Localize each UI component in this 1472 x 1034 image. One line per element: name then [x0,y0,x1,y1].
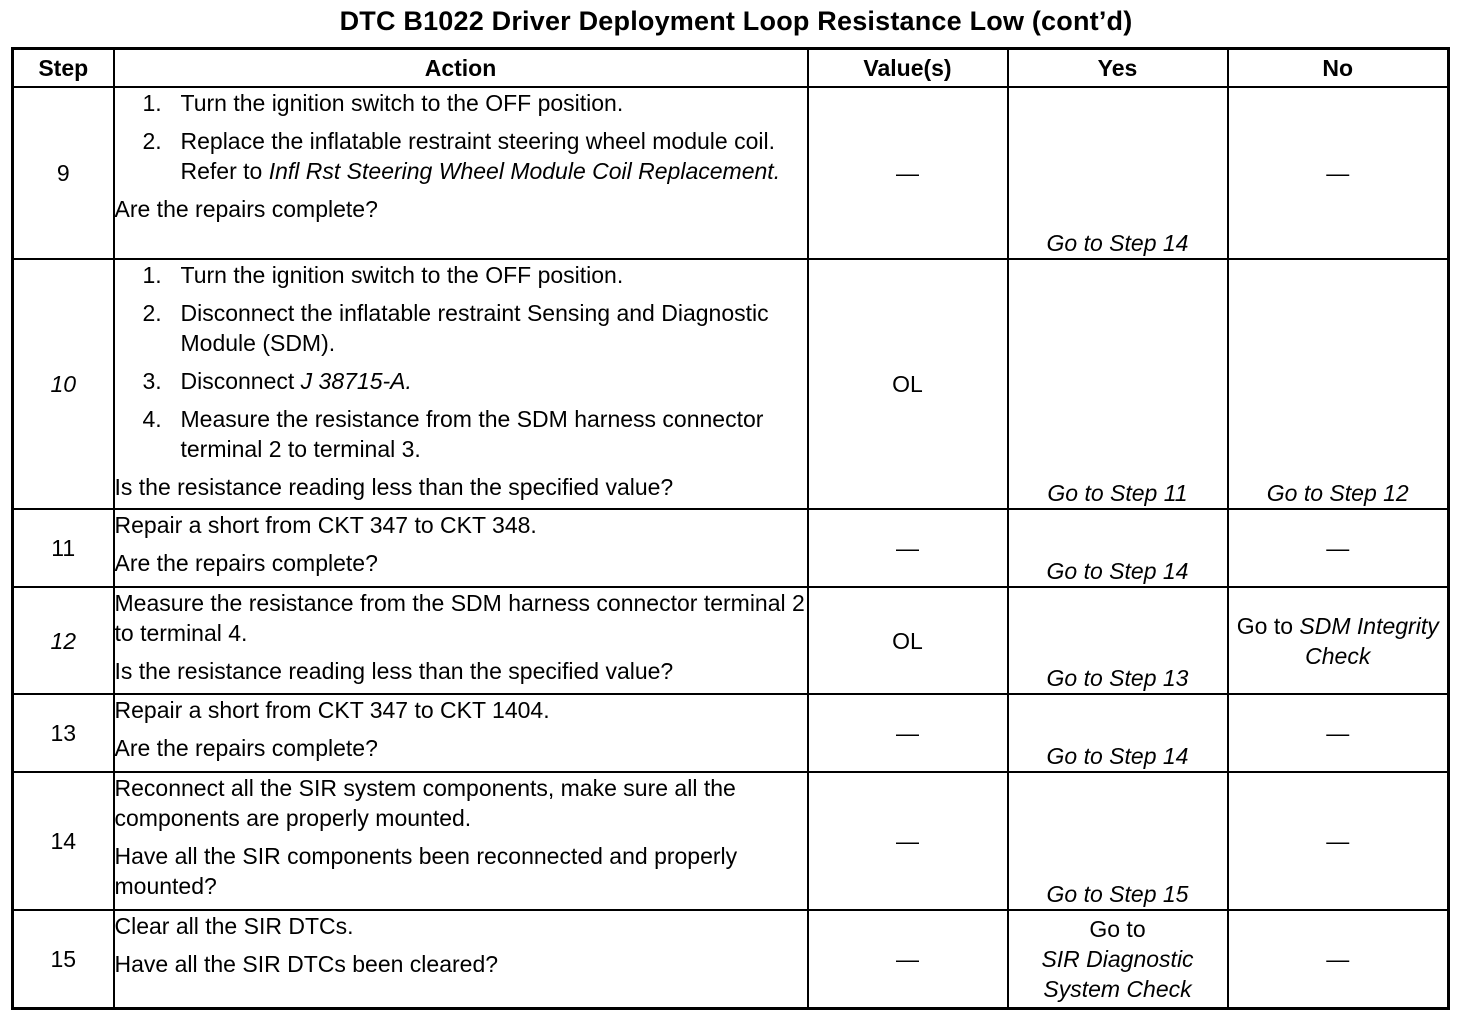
yes-link[interactable]: Go to Step 14 [1008,694,1228,772]
step-item-text: Disconnect [180,368,301,394]
yes-link[interactable]: Go to Step 13 [1008,587,1228,694]
step-number: 14 [13,772,114,910]
step-item-text: Disconnect the inflatable restraint Sensing and Diagnostic Module (SDM). [180,300,769,356]
value-cell: OL [808,259,1008,509]
step-item-number: 3. [142,368,162,394]
no-cell: — [1228,910,1449,1008]
step-item-number: 2. [142,128,162,154]
step-item-number: 1. [142,90,162,116]
action-cell [114,910,808,1008]
step-item-text: Turn the ignition switch to the OFF position. [180,90,624,116]
page-title: DTC B1022 Driver Deployment Loop Resistance Low (cont’d) [339,6,1133,36]
no-cell: — [1228,694,1449,772]
no-cell: — [1228,772,1449,910]
action-step [115,298,807,358]
action-text: Repair a short from CKT 347 to CKT 1404. [114,697,550,723]
no-prefix: Go to [1236,612,1300,639]
yes-prefix: Go to [1089,915,1146,942]
step-item-text: Turn the ignition switch to the OFF position. [180,262,624,288]
header-yes: Yes [1008,49,1228,88]
yes-link[interactable]: Go to Step 11 [1008,259,1228,509]
procedure-reference-link[interactable]: Infl Rst Steering Wheel Module Coil Replacement [268,158,774,184]
step-number: 10 [13,259,114,509]
no-link[interactable]: Go to Step 12 [1228,259,1449,509]
action-text: Measure the resistance from the SDM harness connector terminal 2 to terminal 4. [114,590,805,646]
action-text: Clear all the SIR DTCs. [114,913,354,939]
value-cell: — [808,910,1008,1008]
header-values: Value(s) [808,49,1008,88]
action-question: Are the repairs complete? [114,735,378,761]
no-cell [1228,587,1449,694]
action-steps [115,88,807,186]
yes-link[interactable]: Go to Step 14 [1008,509,1228,587]
table-header-row [13,49,1449,88]
step-item-text: Replace the inflatable restraint steering wheel module coil. Refer to [180,128,775,184]
table-row [13,910,1449,1008]
value-cell: OL [808,587,1008,694]
table-row [13,87,1449,259]
sir-diagnostic-system-check-link[interactable]: SIR Diagnostic System Check [1041,945,1194,1002]
no-cell: — [1228,509,1449,587]
action-step [115,126,807,186]
step-number: 11 [13,509,114,587]
sdm-integrity-check-link[interactable]: SDM Integrity Check [1299,612,1439,669]
step-number: 9 [13,87,114,259]
table-row [13,259,1449,509]
diagnostic-table [11,47,1450,1010]
header-action: Action [114,49,808,88]
yes-link[interactable]: Go to Step 15 [1008,772,1228,910]
action-question: Have all the SIR DTCs been cleared? [114,951,499,977]
header-step: Step [13,49,114,88]
yes-cell [1008,910,1228,1008]
step-item-number: 1. [142,262,162,288]
action-text: Reconnect all the SIR system components, make sure all the components are properly mounted. [114,775,736,831]
action-question: Is the resistance reading less than the specified value? [114,474,674,500]
action-question: Are the repairs complete? [114,550,378,576]
action-question: Are the repairs complete? [114,196,378,222]
action-steps [115,260,807,464]
table-row [13,587,1449,694]
action-cell [114,259,808,509]
table-row [13,694,1449,772]
step-number: 15 [13,910,114,1008]
tool-reference[interactable]: J 38715-A [300,368,406,394]
step-item-number: 4. [142,406,162,432]
action-cell [114,509,808,587]
action-cell [114,587,808,694]
action-question: Have all the SIR components been reconnected and properly mounted? [114,843,738,899]
action-cell [114,694,808,772]
step-item-text: Measure the resistance from the SDM harness connector terminal 2 to terminal 3. [180,406,764,462]
value-cell: — [808,694,1008,772]
step-number: 13 [13,694,114,772]
no-cell: — [1228,87,1449,259]
table-row [13,772,1449,910]
action-step [115,260,807,290]
action-cell [114,772,808,910]
step-number: 12 [13,587,114,694]
yes-link[interactable]: Go to Step 14 [1008,87,1228,259]
step-item-end: . [773,158,781,184]
header-no: No [1228,49,1449,88]
action-step [115,88,807,118]
value-cell: — [808,772,1008,910]
value-cell: — [808,87,1008,259]
step-item-number: 2. [142,300,162,326]
table-row [13,509,1449,587]
value-cell: — [808,509,1008,587]
action-text: Repair a short from CKT 347 to CKT 348. [114,512,537,538]
action-step [115,366,807,396]
action-cell [114,87,808,259]
step-item-end: . [405,368,412,394]
action-step [115,404,807,464]
action-question: Is the resistance reading less than the specified value? [114,658,674,684]
